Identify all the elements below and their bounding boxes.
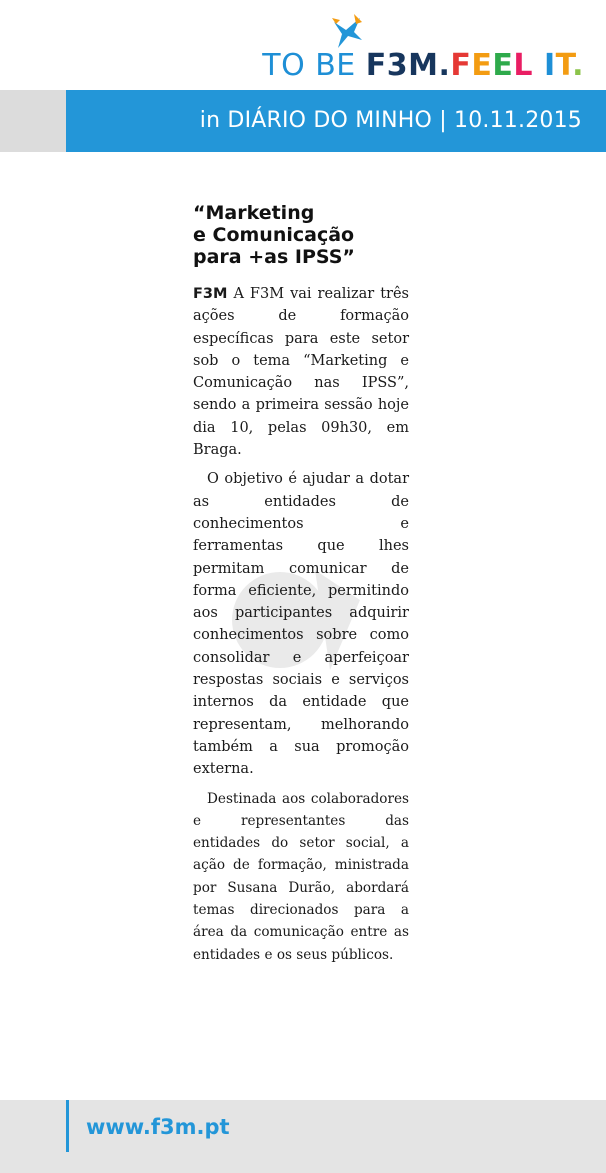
brand-tobe: TO BE xyxy=(262,48,366,83)
brand-f3m: F3M. xyxy=(365,48,451,83)
brand-slogan xyxy=(262,48,584,84)
website-link[interactable]: www.f3m.pt xyxy=(86,1115,230,1139)
footer-divider xyxy=(66,1100,69,1152)
article-clipping xyxy=(193,202,409,966)
article-paragraph-1-text: A F3M vai realizar três ações de formação específicas para este setor sob o tema “Marketing e Comunicação nas IPSS”, sendo a primeira sessão hoje dia 10, pelas 09h30, em Braga. xyxy=(193,286,409,459)
article-paragraph-3: Destinada aos colaboradores e representantes das entidades do setor social, a ação de formação, ministrada por Susana Durão, abordará temas direcionados para a área da comunicação entre as entidades e os seus públicos. xyxy=(193,790,409,963)
brand-feelit: FEEL IT. xyxy=(450,48,584,83)
band-grey-block xyxy=(0,90,66,152)
article-paragraph-1 xyxy=(193,283,409,461)
article-headline: “Marketing e Comunicação para +as IPSS” xyxy=(193,202,355,268)
source-label: in DIÁRIO DO MINHO | 10.11.2015 xyxy=(199,108,582,133)
article-lead-tag: F3M xyxy=(193,286,228,302)
article-paragraph-2: O objetivo é ajudar a dotar as entidades de conhecimentos e ferramentas que lhes permitam comunicar de forma eficiente, permitindo aos participantes adquirir conhecimentos sobre como consolidar e aperfeiçoar respostas sociais e serviços internos da entidade que representam, melhorando também a sua promoção externa. xyxy=(193,471,409,778)
brand-logo xyxy=(244,14,584,83)
source-band xyxy=(66,90,606,152)
